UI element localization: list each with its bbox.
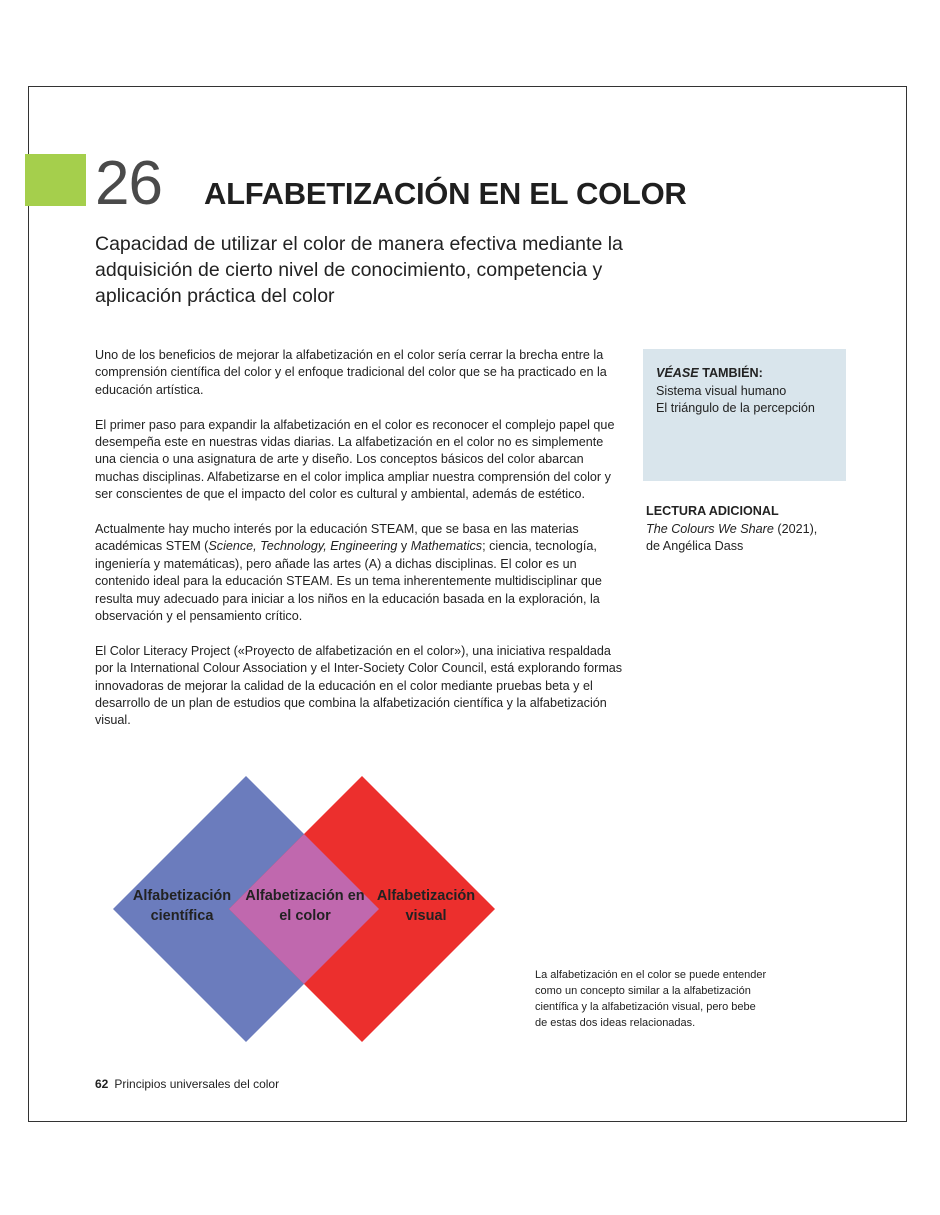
see-also-item: El triángulo de la percepción — [656, 401, 815, 415]
label-science-literacy: Alfabetización científica — [132, 888, 232, 924]
chapter-title: ALFABETIZACIÓN EN EL COLOR — [204, 176, 687, 211]
book-year: (2021), — [773, 521, 818, 536]
book-author: de Angélica Dass — [646, 539, 744, 553]
book-title: The Colours We Share — [646, 521, 774, 536]
see-also-item: Sistema visual humano — [656, 383, 787, 398]
see-also-box — [643, 349, 846, 481]
literacy-diagram — [100, 770, 510, 1050]
further-reading-heading: LECTURA ADICIONAL — [646, 504, 779, 518]
see-also-heading-italic: VÉASE — [656, 366, 699, 380]
paragraph-3-italic-2: Mathematics — [410, 539, 483, 554]
paragraph-3-italic: Science, Technology, Engineering — [208, 539, 398, 554]
paragraph-3-part-b: y — [397, 539, 411, 554]
chapter-color-marker — [25, 154, 86, 206]
further-reading-book — [646, 521, 846, 539]
further-reading — [646, 503, 846, 556]
paragraph-2: El primer paso para expandir la alfabetización en el color es reconocer el complejo papel que desempeña este en nuestras vidas diarias. La alfabetización en el color no es simplemente una ciencia o una asignatura de arte y diseño. Los conceptos básicos del color abarcan muchas disciplinas. Alfabetizarse en el color implica ampliar nuestra comprensión del color y ser conscientes de que el impacto del color es cultural y ambiental, además de estético. — [95, 417, 615, 502]
paragraph-4: El Color Literacy Project («Proyecto de alfabetización en el color»), una iniciativa respaldada por la International Colour Association y el Inter-Society Color Council, está explorando formas innovadoras de mejorar la calidad de la educación en el color mediante pruebas beta y el desarrollo de un plan de estudios que combina la alfabetización científica y la alfabetización visual. — [95, 643, 623, 728]
paragraph-3-part-c: ; ciencia, tecnología, ingeniería y matemáticas), pero añade las artes (A) a dichas disciplinas. El color es un contenido ideal para la educación STEAM. Es un tema inherentemente multidisciplinar que resulta muy adecuado para iniciar a los niños en la educación basada en la exploración, la observación y el pensamiento crítico. — [95, 539, 602, 624]
paragraph-1: Uno de los beneficios de mejorar la alfabetización en el color sería cerrar la brecha entre la comprensión científica del color y el enfoque tradicional del color que se ha practicado en la educación artística. — [95, 348, 607, 397]
page-footer — [95, 1076, 279, 1092]
paragraph-3-part-a: Actualmente hay mucho interés por la educación STEAM, que se basa en las materias académicas STEM ( — [95, 522, 579, 554]
footer-book-title: Principios universales del color — [114, 1077, 280, 1091]
label-color-literacy: Alfabetización en el color — [245, 888, 365, 924]
chapter-subtitle: Capacidad de utilizar el color de manera efectiva mediante la adquisición de cierto nivel de conocimiento, competencia y aplicación práctica del color — [95, 233, 623, 307]
see-also-heading — [656, 365, 833, 383]
see-also-heading-rest: TAMBIÉN: — [698, 366, 763, 380]
label-visual-literacy: Alfabetización visual — [376, 888, 476, 924]
body-text — [95, 347, 627, 730]
chapter-number: 26 — [95, 149, 162, 218]
paragraph-3 — [95, 521, 627, 625]
diagram-caption: La alfabetización en el color se puede entender como un concepto similar a la alfabetización científica y la alfabetización visual, pero bebe de estas dos ideas relacionadas. — [535, 969, 767, 1029]
page-number: 62 — [95, 1077, 109, 1091]
